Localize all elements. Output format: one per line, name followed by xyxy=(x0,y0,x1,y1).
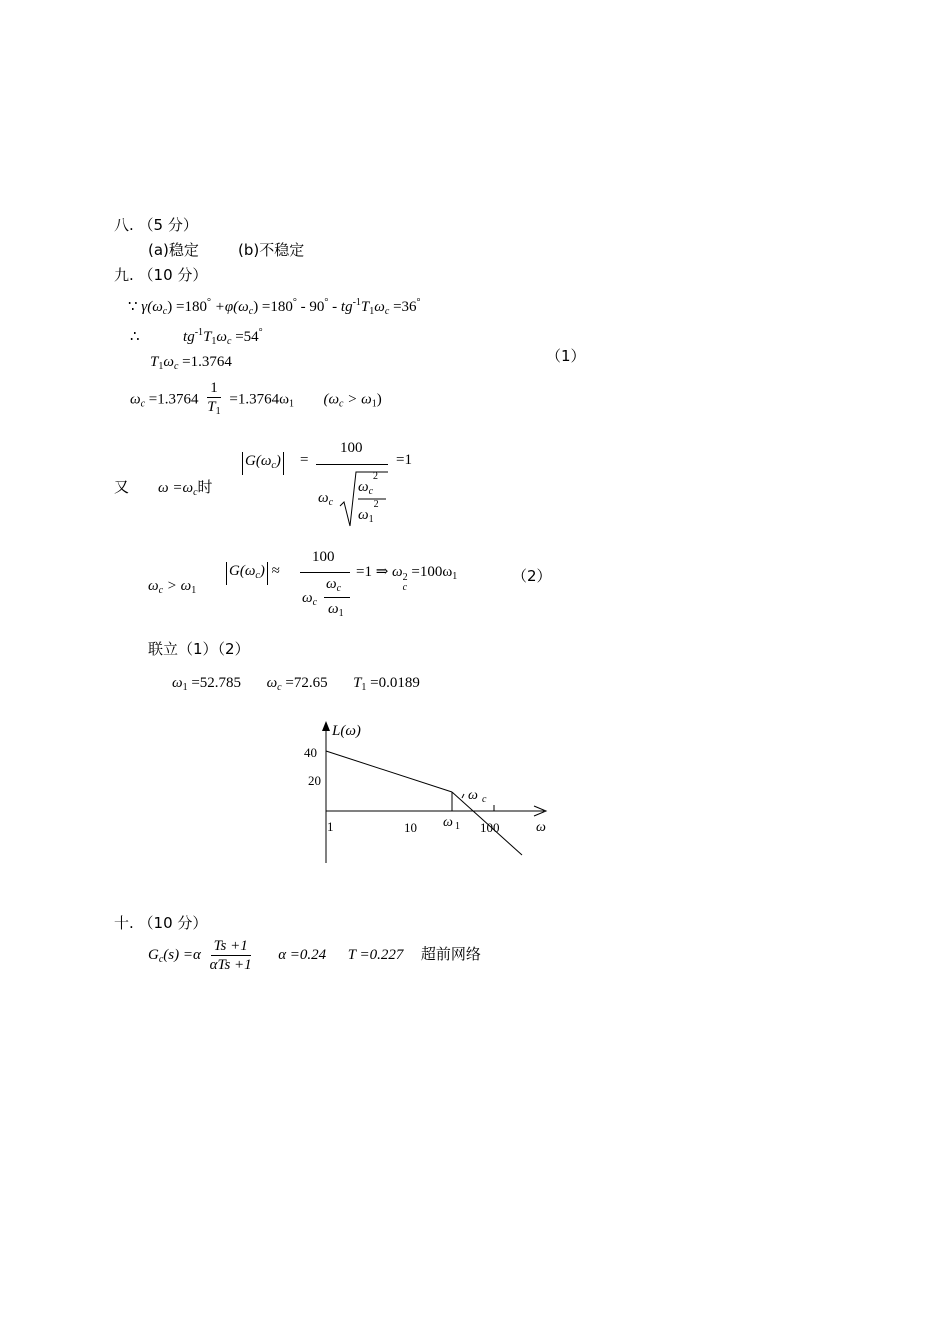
w1-label-sub: 1 xyxy=(455,821,460,832)
approx-numerator-100: 100 xyxy=(312,549,335,565)
t-value: T =0.227 xyxy=(347,946,404,963)
equation-tag-1: （1） xyxy=(546,347,586,365)
equation-phase-margin: ∵ $\gamma(\omega_c) =180^\circ +\varphi(\omega_c) =180^\circ - 90^\circ - tg^{-1}T_1\omega_c =36^\circ$ xyxy=(128,297,421,317)
compensator-fraction: $\frac{Ts +1}{\text{αTs +1}}$ xyxy=(209,938,252,973)
asymptote-low xyxy=(326,751,452,792)
condition-w-equals-wc: $\omega =\omega_c$时 xyxy=(158,478,213,498)
equals-sign: = xyxy=(300,452,309,468)
x-tick-1: 1 xyxy=(327,819,334,834)
y-tick-20: 20 xyxy=(308,773,321,788)
wc-label-sub: c xyxy=(482,794,487,805)
approx-denominator-wc: $\omega_c$ xyxy=(302,590,318,608)
x-tick-100: 100 xyxy=(480,820,500,835)
equation-wc-squared: =1 ⇒ ω 2 c $=100\omega_1$ xyxy=(356,564,458,593)
y-axis-label: L(ω) xyxy=(332,723,361,739)
denominator-wc: $\omega_c$ xyxy=(318,490,334,508)
results-line: $\omega_1 =52.785$ $\omega_c =72.65$ $T_1 =0.0189$ xyxy=(172,675,420,693)
inner-fraction-bar xyxy=(324,597,350,598)
answer-b: (b)不稳定 xyxy=(238,241,305,259)
equation-magnitude-exact: $G(\omega_c)$ xyxy=(242,452,284,475)
equation-t1wc: $T_1\omega_c =1.3764$ xyxy=(150,354,232,372)
section-8-title: 八. （5 分） xyxy=(114,216,198,234)
fraction-bar xyxy=(316,464,388,465)
section-10-title: 十. （10 分） xyxy=(114,914,208,932)
equals-one: =1 xyxy=(396,452,412,468)
equation-magnitude-approx: $G(\omega_c)$ ≈ xyxy=(226,562,280,585)
result-wc: =72.65 xyxy=(281,675,328,691)
condition-wc-gt-w1: $\omega_c > \omega_1$ xyxy=(148,578,197,596)
fraction-1-over-t1: $\frac{1}{T_1}$ xyxy=(207,380,221,417)
result-w1: =52.785 xyxy=(187,675,242,691)
y-axis-arrow xyxy=(322,721,330,731)
alpha-value: α =0.24 xyxy=(278,946,327,963)
result-t1: =0.0189 xyxy=(366,675,420,691)
sqrt-numerator: $\omega_c^2$ xyxy=(358,471,379,497)
y-tick-40: 40 xyxy=(304,745,317,760)
equation-tg-54: ∴ $tg^{-1}T_1\omega_c =54^\circ$ xyxy=(130,327,263,347)
therefore-symbol: ∴ xyxy=(130,329,140,345)
equation-compensator: $G_c(s) =\alpha$ $\frac{Ts +1}{\text{αTs +1}}$ α =0.24 T =0.227 超前网络 xyxy=(148,938,481,973)
equation-tag-2: （2） xyxy=(512,567,552,585)
approx-fraction-bar xyxy=(300,572,350,573)
section-9-title: 九. （10 分） xyxy=(114,266,208,284)
label-simultaneous: 联立（1）（2） xyxy=(148,640,250,658)
inner-numerator-wc: $\omega_c$ xyxy=(326,576,342,594)
x-tick-10: 10 xyxy=(404,820,417,835)
tick-mark-1 xyxy=(462,794,464,798)
inner-denominator-w1: $\omega_1$ xyxy=(328,601,344,619)
wc-label: ω xyxy=(468,788,478,803)
answer-a: (a)稳定 xyxy=(148,241,199,259)
label-you: 又 xyxy=(114,478,130,496)
sqrt-denominator: $\omega_1^2$ xyxy=(358,499,379,525)
because-symbol: ∵ xyxy=(128,299,138,315)
w1-label: ω xyxy=(443,815,453,830)
equation-wc-fraction: $\omega_c =1.3764$ $\frac{1}{T_1}$ $=1.3764\omega_1$ $(\omega_c > \omega_1)$ xyxy=(130,380,382,420)
lead-network-label: 超前网络 xyxy=(420,944,481,963)
x-axis-label: ω xyxy=(536,820,546,835)
numerator-100: 100 xyxy=(340,440,363,456)
bode-magnitude-plot xyxy=(296,718,558,868)
